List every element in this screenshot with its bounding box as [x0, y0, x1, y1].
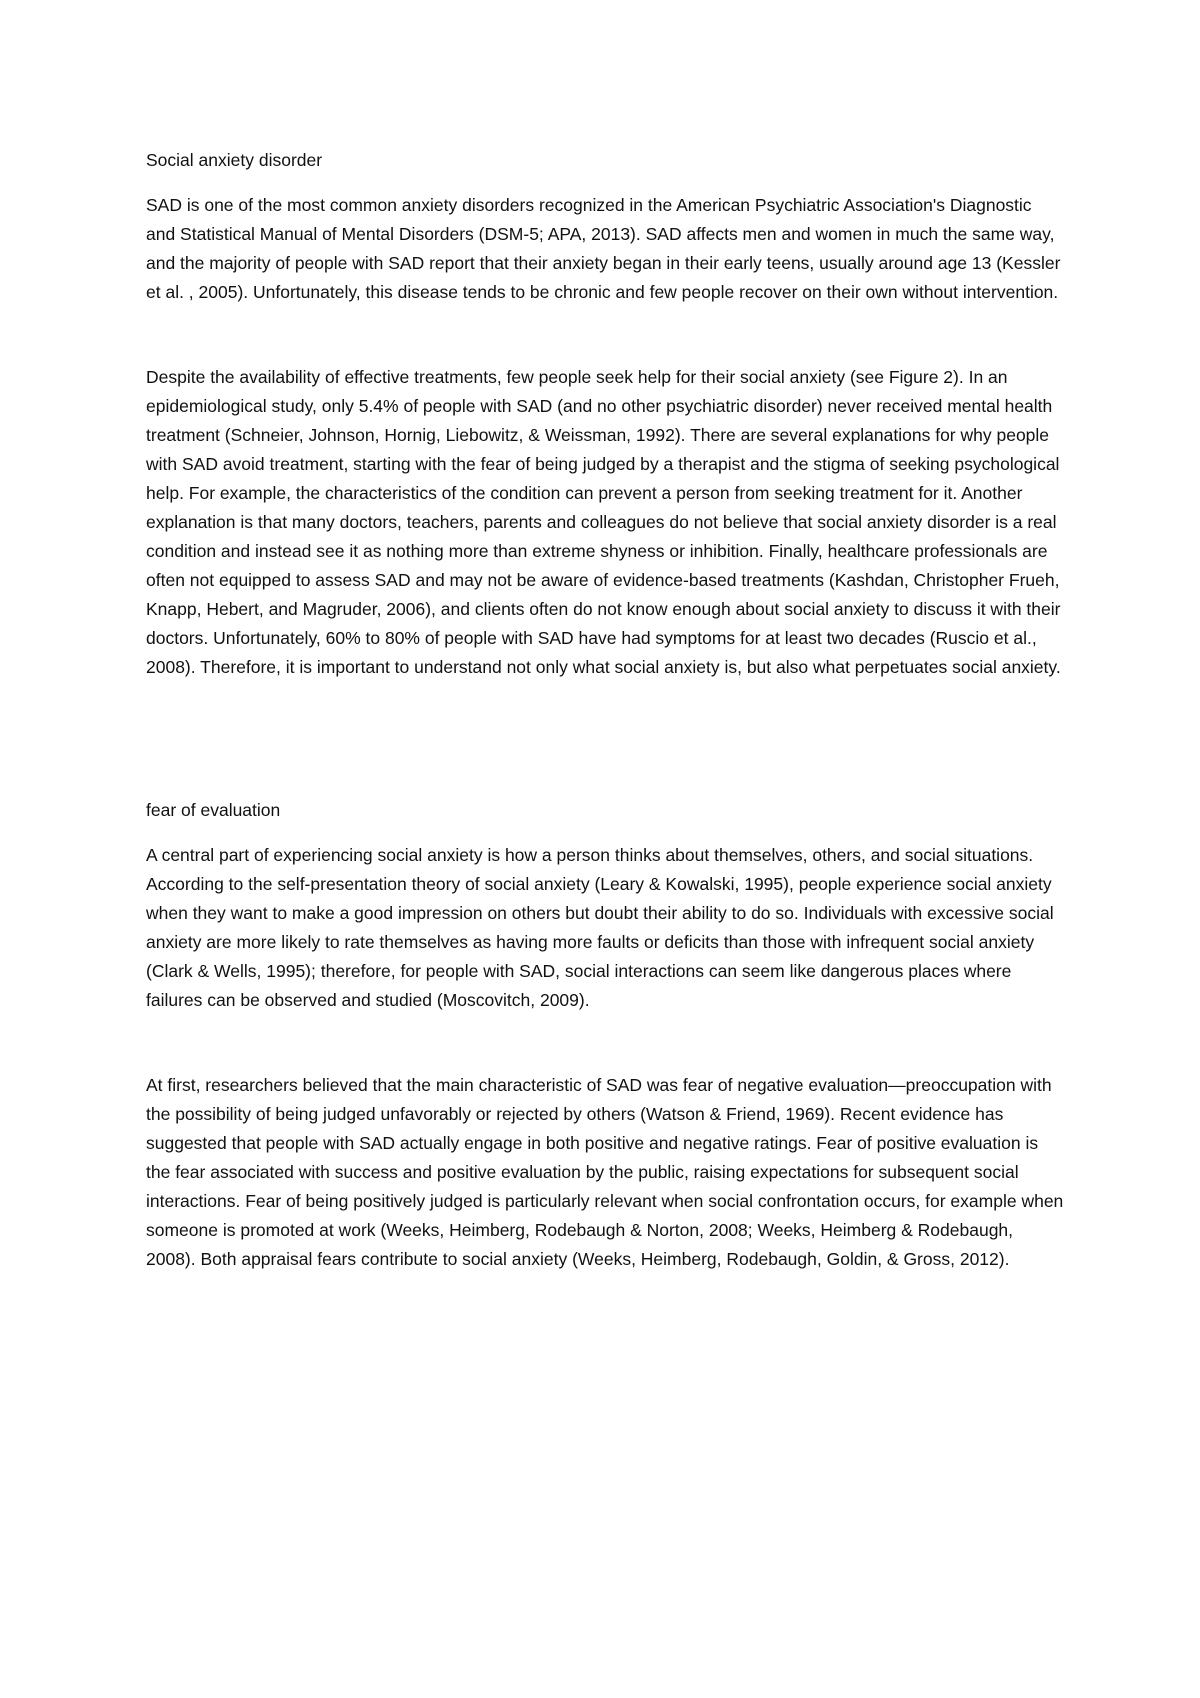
paragraph-negative-positive-evaluation: At first, researchers believed that the main characteristic of SAD was fear of negative evaluation—preoccupation with the possibility of being judged unfavorably or rejected by others (Watson & Friend, 1969). Recent evidence has suggested that people with SAD actually engage in both positive and negative ratings. Fear of positive evaluation is the fear associated with success and positive evaluation by the public, raising expectations for subsequent social interactions. Fear of being positively judged is particularly relevant when social confrontation occurs, for example when someone is promoted at work (Weeks, Heimberg, Rodebaugh & Norton, 2008; Weeks, Heimberg & Rodebaugh, 2008). Both appraisal fears contribute to social anxiety (Weeks, Heimberg, Rodebaugh, Goldin, & Gross, 2012). [146, 1075, 1064, 1269]
paragraph-treatment-seeking: Despite the availability of effective treatments, few people seek help for their social anxiety (see Figure 2). In an epidemiological study, only 5.4% of people with SAD (and no other psychiatric disorder) never received mental health treatment (Schneier, Johnson, Hornig, Liebowitz, & Weissman, 1992). There are several explanations for why people with SAD avoid treatment, starting with the fear of being judged by a therapist and the stigma of seeking psychological help. For example, the characteristics of the condition can prevent a person from seeking treatment for it. Another explanation is that many doctors, teachers, parents and colleagues do not believe that social anxiety disorder is a real condition and instead see it as nothing more than extreme shyness or inhibition. Finally, healthcare professionals are often not equipped to assess SAD and may not be aware of evidence-based treatments (Kashdan, Christopher Frueh, Knapp, Hebert, and Magruder, 2006), and clients often do not know enough about social anxiety to discuss it with their doctors. Unfortunately, 60% to 80% of people with SAD have had symptoms for at least two decades (Ruscio et al., 2008). Therefore, it is important to understand not only what social anxiety is, but also what perpetuates social anxiety. [146, 367, 1061, 677]
paragraph-self-presentation: A central part of experiencing social anxiety is how a person thinks about themselves, others, and social situations. According to the self-presentation theory of social anxiety (Leary & Kowalski, 1995), people experience social anxiety when they want to make a good impression on others but doubt their ability to do so. Individuals with excessive social anxiety are more likely to rate themselves as having more faults or deficits than those with infrequent social anxiety (Clark & Wells, 1995); therefore, for people with SAD, social interactions can seem like dangerous places where failures can be observed and studied (Moscovitch, 2009). [146, 845, 1054, 1010]
spacer [146, 825, 1064, 841]
paragraph-sad-overview: SAD is one of the most common anxiety disorders recognized in the American Psychiatric Association's Diagnostic and Statistical Manual of Mental Disorders (DSM-5; APA, 2013). SAD affects men and women in much the same way, and the majority of people with SAD report that their anxiety began in their early teens, usually around age 13 (Kessler et al. , 2005). Unfortunately, this disease tends to be chronic and few people recover on their own without intervention. [146, 195, 1061, 302]
spacer [146, 682, 1064, 796]
spacer [146, 175, 1064, 191]
spacer [146, 307, 1064, 363]
spacer [146, 1015, 1064, 1071]
section-heading-social-anxiety-disorder: Social anxiety disorder [146, 150, 323, 170]
document-body [146, 146, 1064, 1274]
section-heading-fear-of-evaluation: fear of evaluation [146, 800, 281, 820]
